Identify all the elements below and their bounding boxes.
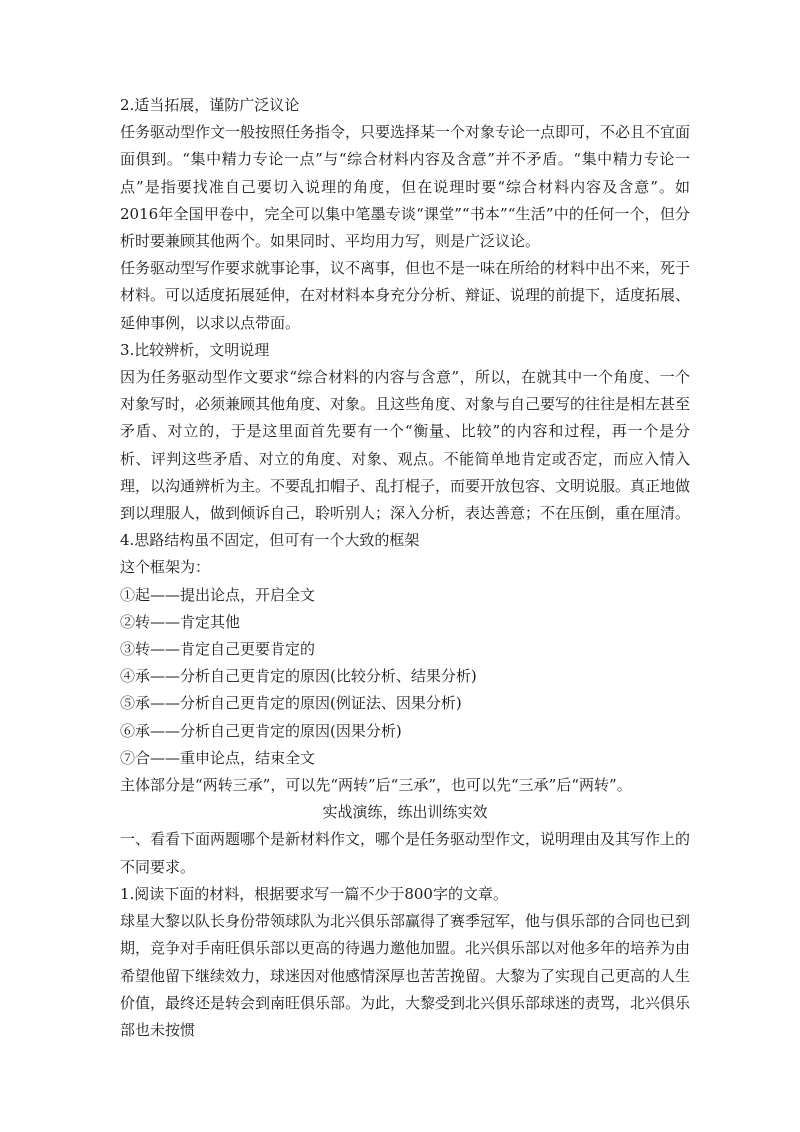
paragraph: 任务驱动型写作要求就事论事，议不离事，但也不是一味在所给的材料中出不来，死于材料。可以适度拓展延伸，在对材料本身充分分析、辩证、说理的前提下，适度拓展、延伸事例，以求以点带面。 <box>120 259 691 332</box>
paragraph: 因为任务驱动型作文要求“综合材料的内容与含意”，所以，在就其中一个角度、一个对象写时，必须兼顾其他角度、对象。且这些角度、对象与自己要写的往往是相左甚至矛盾、对立的，于是这里面首先要有一个“衡量、比较”的内容和过程，再一个是分析、评判这些矛盾、对立的角度、对象、观点。不能简单地肯定或否定，而应入情入理，以沟通辨析为主。不要乱扣帽子、乱打棍子，而要开放包容、文明说服。真正地做到以理服人，做到倾诉自己，聆听别人；深入分析，表达善意；不在压倒，重在厘清。 <box>120 368 691 523</box>
paragraph: 4.思路结构虽不固定，但可有一个大致的框架 <box>120 531 420 550</box>
paragraph: 这个框架为： <box>120 558 211 577</box>
document-body <box>120 92 690 1044</box>
paragraph: ③转——肯定自己更要肯定的 <box>120 640 316 659</box>
paragraph: 3.比较辨析，文明说理 <box>120 340 270 359</box>
paragraph: ②转——肯定其他 <box>120 612 241 631</box>
paragraph: 一、看看下面两题哪个是新材料作文，哪个是任务驱动型作文，说明理由及其写作上的不同要求。 <box>120 830 691 876</box>
paragraph: ⑥承——分析自己更肯定的原因(因果分析) <box>120 721 402 740</box>
paragraph: 2.适当拓展，谨防广泛议论 <box>120 96 300 114</box>
paragraph: ⑦合——重申论点，结束全文 <box>120 748 316 767</box>
paragraph: 任务驱动型作文一般按照任务指令，只要选择某一个对象专论一点即可，不必且不宜面面俱到。“集中精力专论一点”与“综合材料内容及含意”并不矛盾。“集中精力专论一点”是指要找准自己要切入说理的角度，但在说理时要“综合材料内容及含意”。如2016年全国甲卷中，完全可以集中笔墨专谈“课堂”“书本”“生活”中的任何一个，但分析时要兼顾其他两个。如果同时、平均用力写，则是广泛议论。 <box>120 123 691 251</box>
paragraph: 1.阅读下面的材料，根据要求写一篇不少于800字的文章。 <box>120 884 508 903</box>
paragraph: ⑤承——分析自己更肯定的原因(例证法、因果分析) <box>120 694 462 713</box>
paragraph: ①起——提出论点，开启全文 <box>120 585 316 604</box>
paragraph: 球星大黎以队长身份带领球队为北兴俱乐部赢得了赛季冠军，他与俱乐部的合同也已到期，竞争对手南旺俱乐部以更高的待遇力邀他加盟。北兴俱乐部以对他多年的培养为由希望他留下继续效力，球迷因对他感情深厚也苦苦挽留。大黎为了实现自己更高的人生价值，最终还是转会到南旺俱乐部。为此，大黎受到北兴俱乐部球迷的责骂，北兴俱乐部也未按惯 <box>120 912 691 1039</box>
paragraph: 主体部分是“两转三承”，可以先“两转”后“三承”，也可以先“三承”后“两转”。 <box>120 776 632 795</box>
section-heading: 实战演练，练出训练实效 <box>322 803 488 822</box>
paragraph: ④承——分析自己更肯定的原因(比较分析、结果分析) <box>120 667 477 686</box>
